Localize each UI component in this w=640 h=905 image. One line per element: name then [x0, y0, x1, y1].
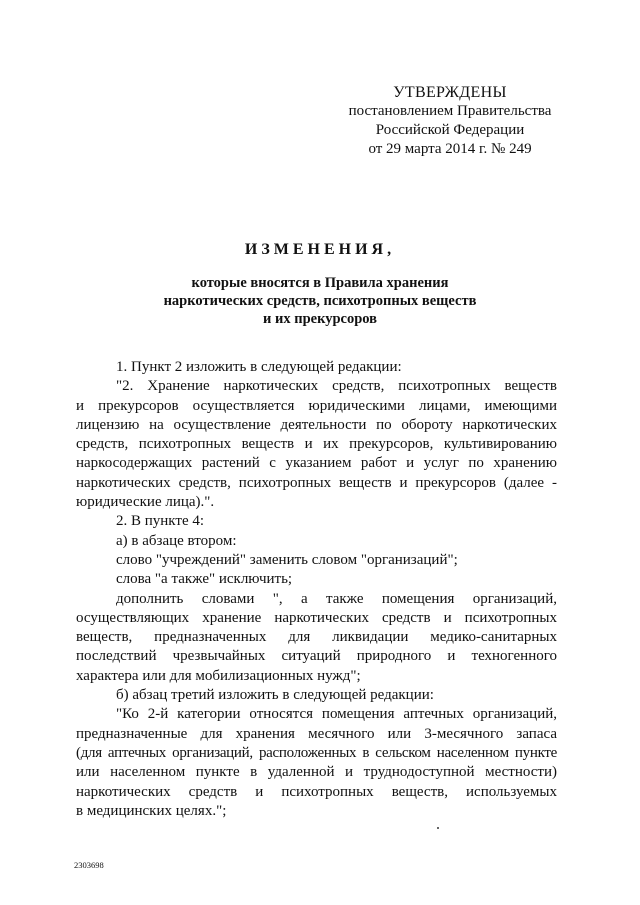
paragraph-line: веществ, предназначенных для ликвидации медико-санитарных — [76, 629, 557, 646]
paragraph-line: юридические лица).". — [76, 494, 215, 511]
paragraph-line: 2. В пункте 4: — [116, 513, 205, 530]
approval-date: от 29 марта 2014 г. № 249 — [368, 141, 532, 157]
paragraph-line: предназначенные для хранения месячного или 3-месячного запаса — [76, 725, 557, 742]
heading-subtitle: и их прекурсоров — [263, 311, 377, 327]
paragraph-line: последствий чрезвычайных ситуаций природного и техногенного — [76, 648, 557, 665]
paragraph-line: а) в абзаце втором: — [116, 532, 237, 549]
paragraph-line: (для аптечных организаций, расположенных в сельском населенном пункте — [76, 744, 557, 761]
paragraph-line: характера или для мобилизационных нужд"; — [76, 667, 361, 684]
document-number: 2303698 — [74, 860, 104, 870]
paragraph-line: наркотических средств, психотропных веществ и прекурсоров (далее - — [76, 474, 557, 491]
paragraph-line: "Ко 2-й категории относятся помещения аптечных организаций, — [116, 706, 557, 723]
document-heading — [150, 240, 490, 328]
approval-block — [340, 83, 560, 159]
approval-line: постановлением Правительства — [348, 103, 552, 119]
paragraph-line: лицензию на осуществление деятельности по обороту наркотических — [76, 416, 557, 433]
paragraph-line: б) абзац третий изложить в следующей редакции: — [116, 687, 434, 704]
approval-line: Российской Федерации — [375, 122, 525, 138]
heading-subtitle: наркотических средств, психотропных веществ — [163, 293, 477, 309]
paragraph-line: осуществляющих хранение наркотических средств и психотропных — [76, 609, 557, 626]
paragraph-line: слова "а также" исключить; — [116, 571, 293, 588]
paragraph-line: в медицинских целях."; — [76, 802, 227, 819]
paragraph-line: дополнить словами ", а также помещения организаций, — [116, 590, 557, 607]
paragraph-line: средств, психотропных веществ и их прекурсоров, культивированию — [76, 436, 557, 453]
paragraph-line: слово "учреждений" заменить словом "организаций"; — [116, 551, 458, 568]
scan-speck — [437, 827, 439, 829]
paragraph-line: или населенном пункте в удаленной и труднодоступной местности) — [76, 764, 557, 781]
paragraph-line: и прекурсоров осуществляется юридическими лицами, имеющими — [76, 397, 557, 414]
paragraph-line: наркотических средств и психотропных веществ, используемых — [76, 783, 557, 800]
heading-subtitle: которые вносятся в Правила хранения — [191, 275, 449, 291]
document-body — [76, 358, 557, 821]
paragraph-line: наркосодержащих растений с указанием работ и услуг по хранению — [76, 455, 557, 472]
approval-title: УТВЕРЖДЕНЫ — [393, 84, 507, 101]
paragraph-line: "2. Хранение наркотических средств, психотропных веществ — [116, 378, 557, 395]
paragraph-line: 1. Пункт 2 изложить в следующей редакции: — [116, 359, 402, 375]
heading-title: ИЗМЕНЕНИЯ, — [244, 241, 396, 258]
